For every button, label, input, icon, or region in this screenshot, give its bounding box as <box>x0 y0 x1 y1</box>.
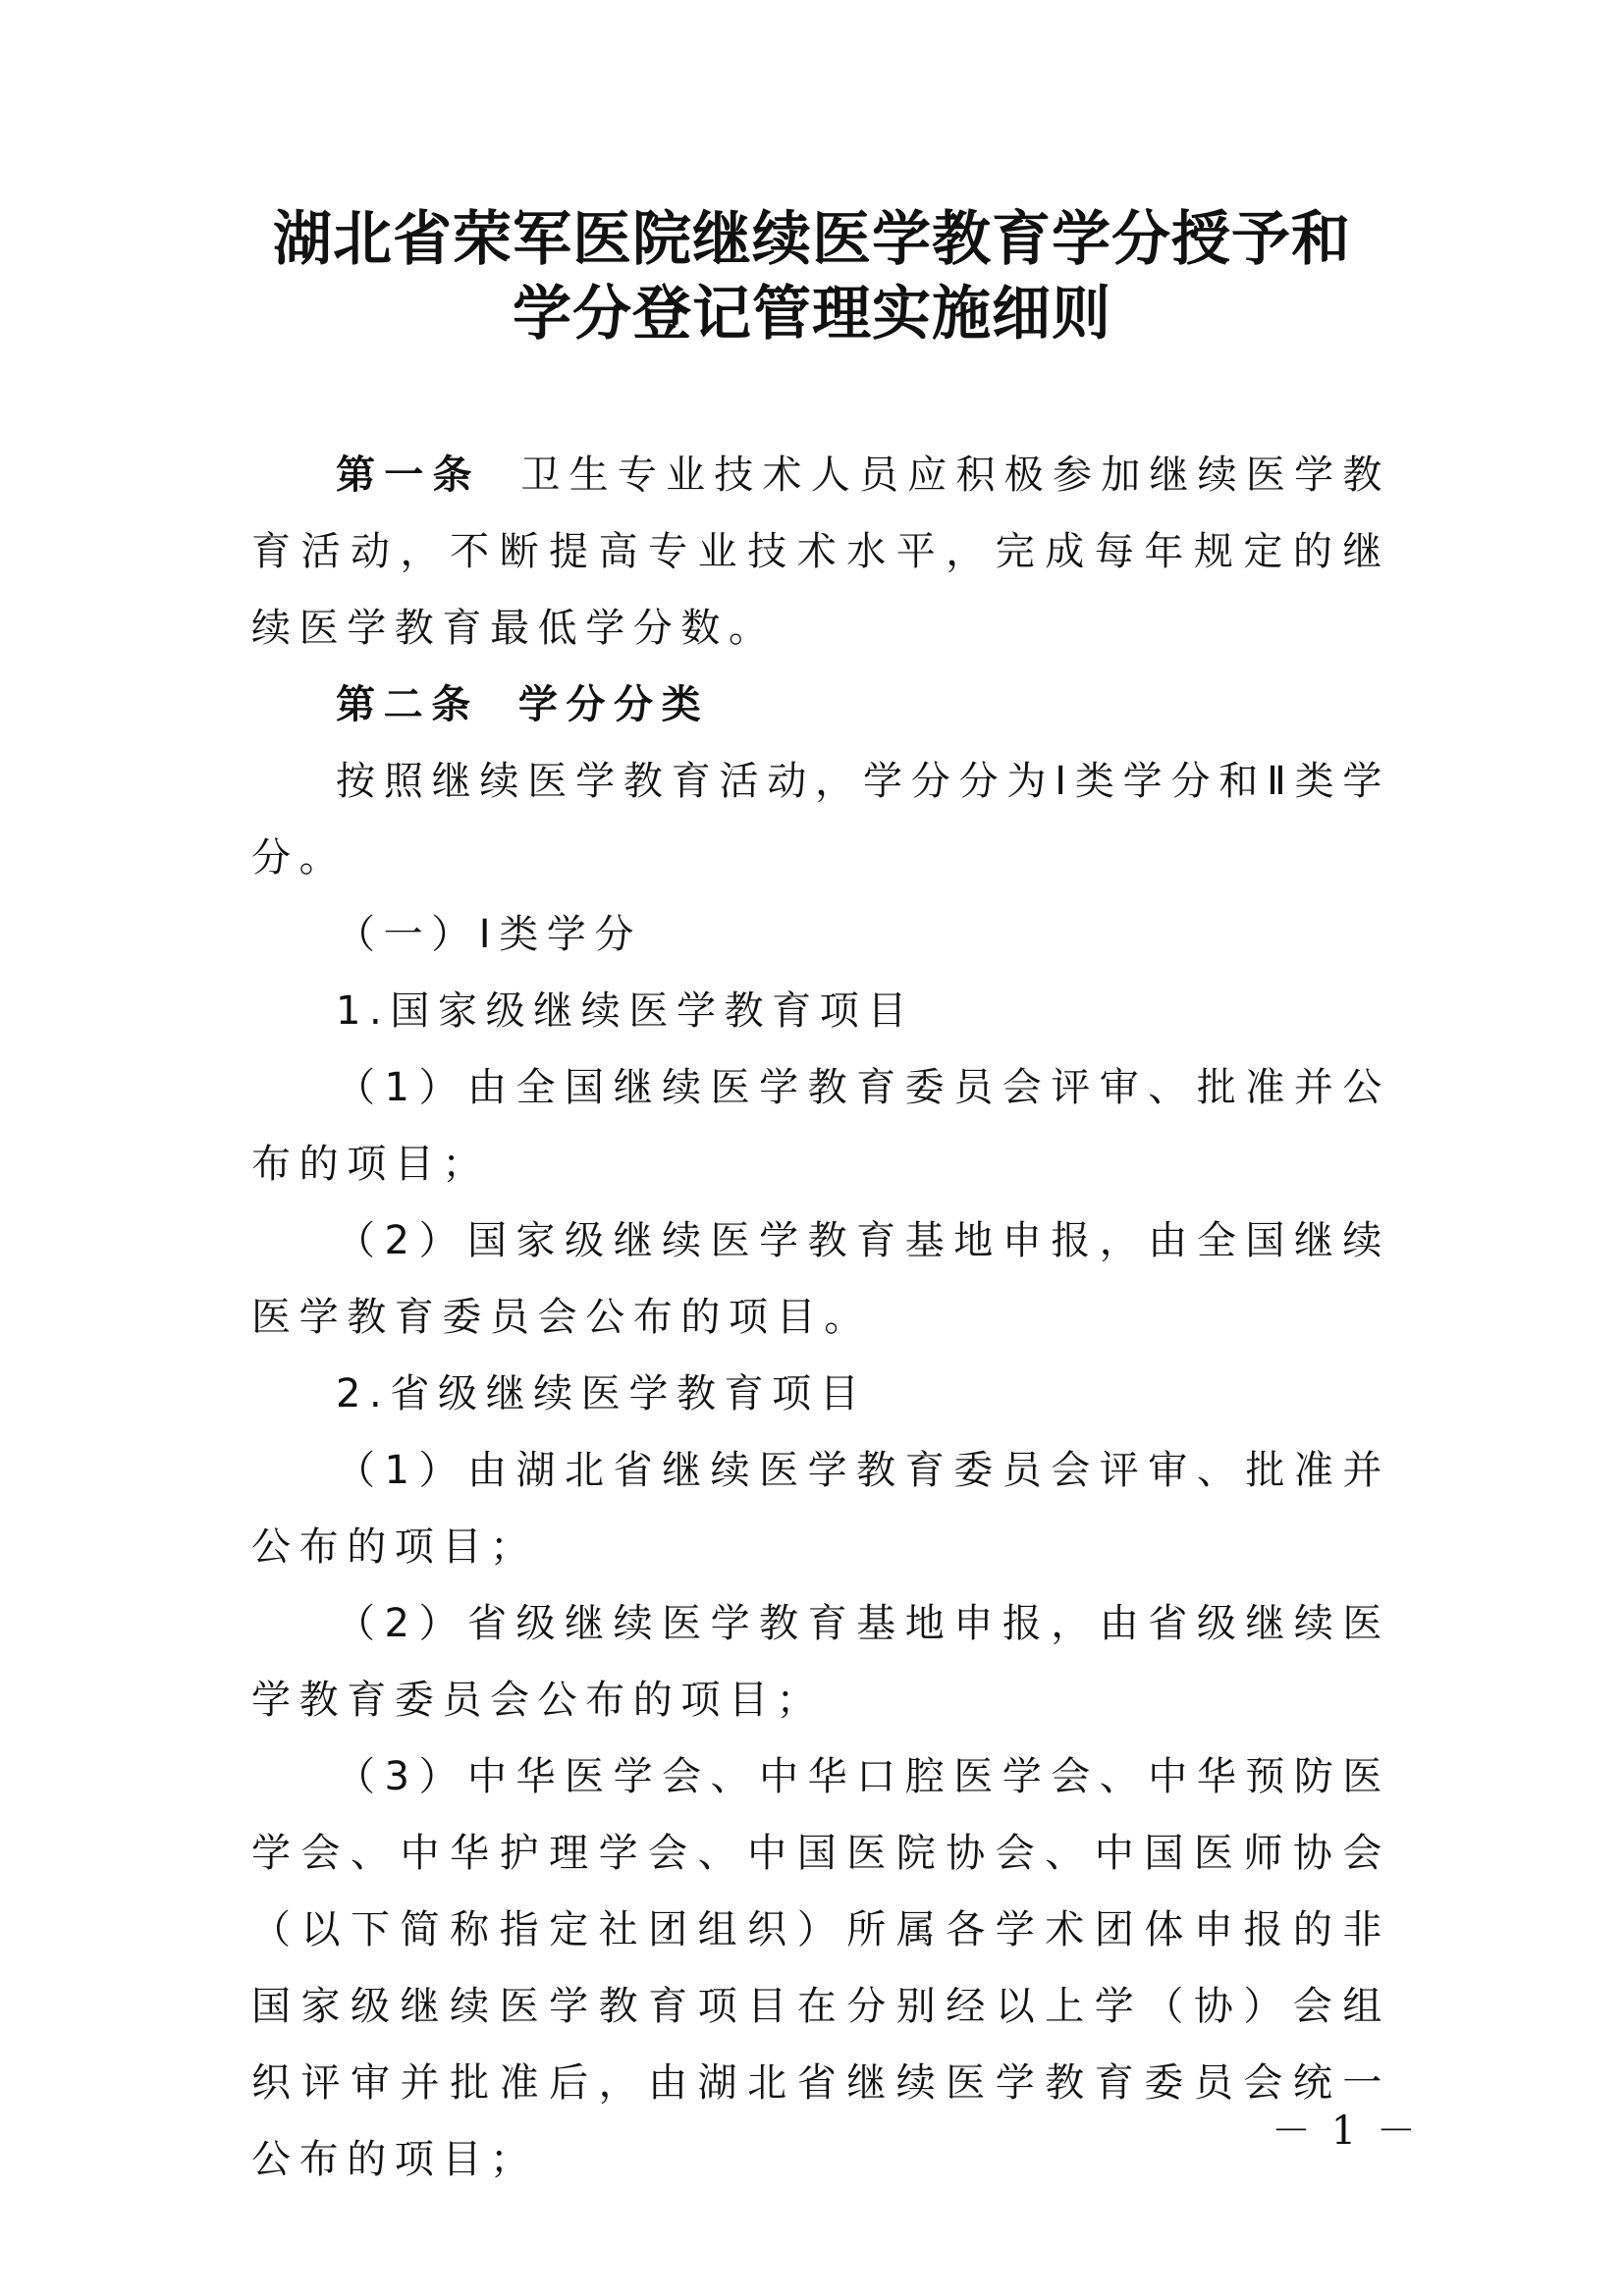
document-title-line-2: 学分登记管理实施细则 <box>513 280 1111 348</box>
body-paragraph: （一）Ⅰ类学分 <box>336 912 642 957</box>
body-paragraph: 2.省级继续医学教育项目 <box>336 1371 868 1416</box>
body-paragraph: （1）由全国继续医学教育委员会评审、批准并公布的项目； <box>251 1065 1390 1187</box>
article-1-heading: 第一条 <box>336 453 481 498</box>
body-paragraph: （3）中华医学会、中华口腔医学会、中华预防医学会、中华护理学会、中国医院协会、中国医师协会（以下简称指定社团组织）所属各学术团体申报的非国家级继续医学教育项目在分别经以上学（协）会组织评审并批准后，由湖北省继续医学教育委员会统一公布的项目； <box>251 1754 1390 2182</box>
article-2-heading-text: 学分分类 <box>517 682 710 727</box>
body-paragraph: （1）由湖北省继续医学教育委员会评审、批准并公布的项目； <box>251 1448 1390 1570</box>
article-2-paragraph <box>251 667 1390 743</box>
document-body <box>251 437 1390 2198</box>
article-2-heading: 第二条 <box>336 682 479 727</box>
article-1-paragraph <box>251 437 1390 667</box>
body-paragraph: 1.国家级继续医学教育项目 <box>336 988 915 1034</box>
article-1-text: 卫生专业技术人员应积极参加继续医学教育活动，不断提高专业技术水平，完成每年规定的继续医学教育最低学分数。 <box>251 453 1390 651</box>
body-paragraph: （2）国家级继续医学教育基地申报，由全国继续医学教育委员会公布的项目。 <box>251 1218 1390 1340</box>
page-number: － 1 － <box>1272 2109 1420 2154</box>
document-title-line-1: 湖北省荣军医院继续医学教育学分授予和 <box>273 205 1351 274</box>
body-paragraph: 按照继续医学教育活动，学分分为Ⅰ类学分和Ⅱ类学分。 <box>251 759 1390 881</box>
body-paragraph: （2）省级继续医学教育基地申报，由省级继续医学教育委员会公布的项目； <box>251 1601 1390 1723</box>
